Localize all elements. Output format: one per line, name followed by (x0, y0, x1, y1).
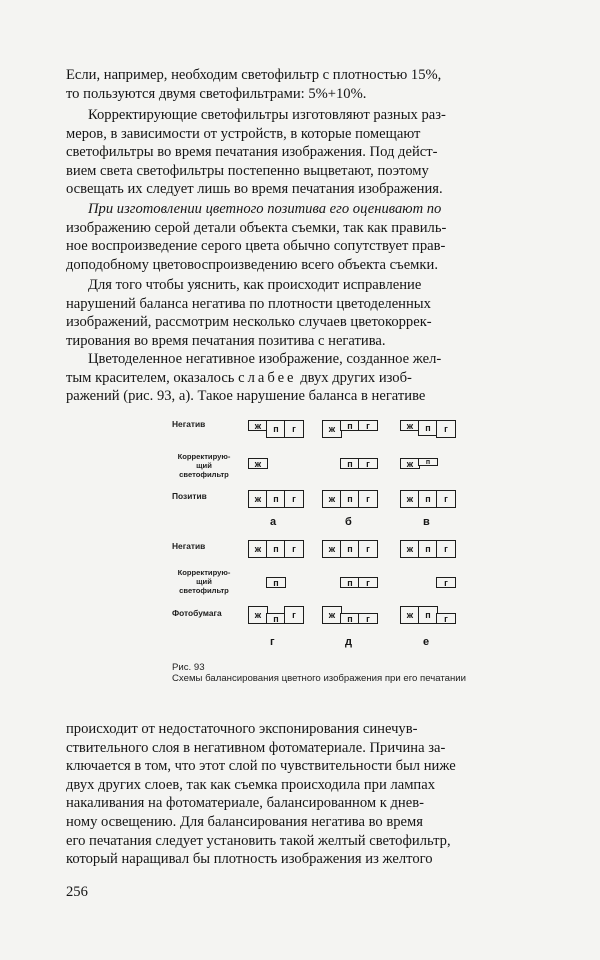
layer-p: п (340, 613, 360, 624)
paragraph-2 (66, 106, 550, 199)
column-label: а (270, 516, 277, 528)
layer-p: п (340, 420, 360, 431)
filter-g: г (358, 458, 378, 469)
text-line: его печатания следует установить такой желтый светофильтр, (66, 832, 451, 849)
filter-p: п (266, 577, 286, 588)
text-fragment: тым красителем, оказалось (66, 369, 239, 386)
layer-g: г (284, 606, 304, 624)
text-line: тирования во время печатания позитива с негатива. (66, 332, 386, 349)
filter-g: г (436, 577, 456, 588)
text-line: доподобному цветовоспроизведению всего объекта съемки. (66, 256, 438, 273)
layer-p: п (418, 540, 438, 558)
column-label: г (270, 636, 275, 648)
text-line: изображению серой детали объекта съемки, так как правиль- (66, 219, 447, 236)
layer-p: п (340, 490, 360, 508)
filter-zh: ж (400, 458, 420, 469)
layer-g: г (284, 420, 304, 438)
figure-caption (172, 662, 502, 684)
paragraph-4 (66, 276, 550, 350)
row-label-corrective-filter: Корректирую- щий светофильтр (177, 568, 231, 595)
layer-g: г (358, 540, 378, 558)
layer-g: г (284, 490, 304, 508)
layer-p: п (340, 540, 360, 558)
text-line: освещать их следует лишь во время печатания изображения. (66, 181, 443, 198)
layer-zh: ж (248, 540, 268, 558)
italic-lead-line: При изготовлении цветного позитива его оценивают по (88, 201, 442, 217)
text-line: Корректирующие светофильтры изготовляют разных раз- (88, 107, 446, 123)
layer-zh: ж (400, 606, 420, 624)
layer-p: п (266, 613, 286, 624)
text-line: изображений, рассмотрим несколько случаев цветокоррек- (66, 314, 432, 331)
text-line: двух других слоев, так как съемка происходила при лампах (66, 776, 436, 793)
caption-title: Рис. 93 (172, 662, 205, 673)
row-label-photopaper: Фотобумага (172, 608, 222, 618)
layer-zh: ж (322, 540, 342, 558)
text-line: Для того чтобы уяснить, как происходит исправление (88, 277, 422, 293)
column-label: е (423, 636, 430, 648)
paragraph-5 (66, 350, 550, 406)
text-line: ражений (рис. 93, а). Такое нарушение баланса в негативе (66, 388, 426, 405)
paragraph-after-figure (66, 720, 550, 869)
spaced-emphasis: слабее (238, 369, 297, 386)
filter-zh: ж (248, 458, 268, 469)
text-line: нарушений баланса негатива по плотности цветоделенных (66, 295, 431, 312)
layer-g: г (358, 613, 378, 624)
text-fragment: двух других изоб- (296, 369, 412, 386)
page-number: 256 (66, 884, 88, 900)
row-label-negative: Негатив (172, 419, 206, 429)
layer-p: п (418, 420, 438, 436)
row-label-negative: Негатив (172, 541, 206, 551)
layer-g: г (358, 490, 378, 508)
text-line: ключается в том, что этот слой по чувствительности был ниже (66, 758, 456, 775)
layer-g: г (358, 420, 378, 431)
layer-g: г (284, 540, 304, 558)
layer-p: п (418, 606, 438, 624)
text-line: ствительного слоя в негативном фотоматериале. Причина за- (66, 739, 446, 756)
layer-zh: ж (248, 420, 268, 431)
row-label-positive: Позитив (172, 491, 207, 501)
text-line: ное воспроизведение серого цвета обычно сопутствует прав- (66, 238, 446, 255)
layer-zh: ж (248, 606, 268, 624)
row-label-corrective-filter: Корректирую- щий светофильтр (177, 452, 231, 479)
text-line: Цветоделенное негативное изображение, созданное жел- (88, 351, 442, 367)
layer-g: г (436, 540, 456, 558)
layer-zh: ж (322, 490, 342, 508)
layer-p: п (266, 490, 286, 508)
text-line: меров, в зависимости от устройств, в которые помещают (66, 125, 421, 142)
layer-p: п (266, 540, 286, 558)
text-line: светофильтры во время печатания изображения. Под дейст- (66, 144, 438, 161)
layer-zh: ж (322, 420, 342, 438)
text-line: вием света светофильтры постепенно выцветают, поэтому (66, 162, 429, 179)
text-line-spaced (66, 369, 550, 388)
text-line: накаливания на фотоматериале, балансированном к днев- (66, 795, 424, 812)
layer-zh: ж (400, 490, 420, 508)
filter-g: г (358, 577, 378, 588)
figure-93 (164, 412, 484, 702)
text-line: Если, например, необходим светофильтр с плотностью 15%, (66, 67, 442, 83)
filter-p: п (340, 458, 360, 469)
layer-g: г (436, 613, 456, 624)
text-line: ному освещению. Для балансирования негатива во время (66, 813, 423, 830)
layer-zh: ж (322, 606, 342, 624)
text-line: который наращивал бы плотность изображения из желтого (66, 851, 433, 868)
caption-text: Схемы балансирования цветного изображения при его печатании (172, 673, 467, 684)
column-label: в (423, 516, 430, 528)
layer-p: п (418, 490, 438, 508)
layer-p: п (266, 420, 286, 438)
layer-zh: ж (400, 420, 420, 431)
paragraph-3 (66, 200, 550, 274)
filter-p: п (418, 458, 438, 466)
column-label: д (345, 636, 352, 648)
layer-zh: ж (248, 490, 268, 508)
text-line: то пользуются двумя светофильтрами: 5%+10%. (66, 85, 367, 102)
layer-g: г (436, 490, 456, 508)
column-label: б (345, 516, 352, 528)
text-line: происходит от недостаточного экспонирования синечув- (66, 721, 418, 737)
layer-g: г (436, 420, 456, 438)
layer-zh: ж (400, 540, 420, 558)
paragraph-1 (66, 66, 550, 103)
filter-p: п (340, 577, 360, 588)
